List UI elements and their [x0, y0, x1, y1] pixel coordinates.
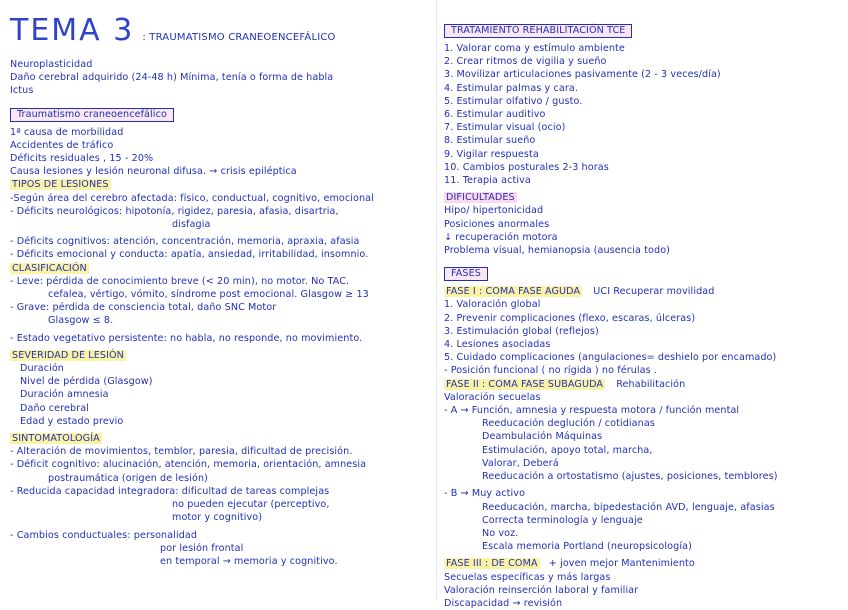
tipos-line: - Déficits cognitivos: atención, concentración, memoria, apraxia, afasia [10, 236, 360, 248]
fase2-line: - A → Función, amnesia y respuesta motora / función mental [444, 405, 740, 417]
tratamiento-line: 5. Estimular olfativo / gusto. [444, 95, 583, 107]
left-column [10, 0, 430, 568]
severidad-line: Nivel de pérdida (Glasgow) [20, 376, 153, 388]
fase2-line: Valorar, Deberá [482, 457, 559, 469]
fase2-line: Estimulación, apoyo total, marcha, [482, 444, 653, 456]
clasificacion-line: - Grave: pérdida de consciencia total, daño SNC Motor [10, 302, 277, 314]
fase2-heading: FASE II : COMA FASE SUBAGUDA [446, 378, 604, 390]
fase2-tail: Rehabilitación [616, 378, 686, 390]
tce-line: Accidentes de tráfico [10, 139, 114, 151]
fase2-line: Deambulación Máquinas [482, 431, 603, 443]
tratamiento-line: 9. Vigilar respuesta [444, 148, 539, 160]
tratamiento-line: 3. Movilizar articulaciones pasivamente (2 - 3 veces/día) [444, 69, 721, 81]
page-fold [436, 0, 437, 600]
sintomatologia-heading: SINTOMATOLOGÍA [12, 433, 100, 445]
sintomatologia-line: por lesión frontal [160, 542, 244, 554]
fase1-line: 5. Cuidado complicaciones (angulaciones= deshielo por encamado) [444, 352, 777, 364]
fase3-tail: + joven mejor Mantenimiento [548, 558, 695, 570]
tce-line: 1ª causa de morbilidad [10, 126, 124, 138]
intro-line: Neuroplasticidad [10, 59, 93, 70]
fase3-line: Valoración reinserción laboral y familiar [444, 584, 639, 596]
clasificacion-line: - Estado vegetativo persistente: no habla, no responde, no movimiento. [10, 332, 363, 344]
page-subtitle: : TRAUMATISMO CRANEOENCEFÁLICO [142, 32, 336, 43]
tratamiento-line: 11. Terapia activa [444, 175, 531, 187]
fase2-line: Reeducación a ortostatismo (ajustes, posiciones, temblores) [482, 471, 778, 483]
fase2-line: Valoración secuelas [444, 391, 541, 403]
severidad-line: Daño cerebral [20, 402, 89, 414]
tipos-line: - Déficits emocional y conducta: apatía, ansiedad, irritabilidad, insomnio. [10, 249, 369, 261]
fase3-heading: FASE III : DE COMA [446, 558, 538, 570]
clasificacion-line: - Leve: pérdida de conocimiento breve (< 20 min), no motor. No TAC. [10, 275, 350, 287]
fase2-line: No voz. [482, 527, 519, 539]
sintomatologia-line: - Déficit cognitivo: alucinación, atención, memoria, orientación, amnesia [10, 459, 367, 471]
severidad-line: Duración [20, 363, 64, 375]
fase2-line: Reeducación deglución / cotidianas [482, 418, 655, 430]
tce-section-box: Traumatismo craneoencefálico [10, 108, 174, 122]
tratamiento-section-box: TRATAMIENTO REHABILITACIÓN TCE [444, 24, 632, 38]
sintomatologia-line: no pueden ejecutar (perceptivo, [172, 499, 330, 511]
fase3-line: Discapacidad → revisión [444, 597, 563, 609]
fase2-line: - B → Muy activo [444, 488, 526, 500]
right-column [444, 0, 842, 610]
fase2-line: Correcta terminología y lenguaje [482, 514, 643, 526]
sintomatologia-line: - Alteración de movimientos, temblor, paresia, dificultad de precisión. [10, 446, 353, 458]
tratamiento-line: 10. Cambios posturales 2-3 horas [444, 161, 609, 173]
fase1-line: 3. Estimulación global (reflejos) [444, 325, 599, 337]
dificultades-line: ↓ recuperación motora [444, 231, 558, 243]
dificultades-line: Posiciones anormales [444, 218, 550, 230]
fase1-line: 4. Lesiones asociadas [444, 339, 551, 351]
tratamiento-line: 4. Estimular palmas y cara. [444, 82, 579, 94]
sintomatologia-line: - Reducida capacidad integradora: dificultad de tareas complejas [10, 485, 330, 497]
fase1-line: - Posición funcional ( no rígida ) no férulas . [444, 365, 658, 377]
tratamiento-line: 2. Crear ritmos de vigilia y sueño [444, 56, 607, 68]
fase2-line: Reeducación, marcha, bipedestación AVD, lenguaje, afasias [482, 501, 775, 513]
severidad-heading: SEVERIDAD DE LESIÓN [12, 349, 124, 361]
sintomatologia-line: - Cambios conductuales: personalidad [10, 529, 198, 541]
clasificacion-line: Glasgow ≤ 8. [48, 315, 114, 327]
clasificacion-heading: CLASIFICACIÓN [12, 262, 87, 274]
tipos-line: -Según área del cerebro afectada: físico, conductual, cognitivo, emocional [10, 192, 374, 204]
severidad-line: Duración amnesia [20, 389, 109, 401]
tipos-line: disfagia [172, 219, 211, 231]
intro-line: Daño cerebral adquirido (24-48 h) Mínima, tenía o forma de habla [10, 72, 334, 84]
sintomatologia-line: en temporal → memoria y cognitivo. [160, 555, 338, 567]
dificultades-line: Problema visual, hemianopsia (ausencia todo) [444, 245, 671, 257]
fase2-line: Escala memoria Portland (neuropsicología) [482, 541, 692, 553]
dificultades-line: Hipo/ hipertonicidad [444, 205, 544, 217]
tratamiento-line: 6. Estimular auditivo [444, 109, 546, 121]
tce-line: Déficits residuales , 15 - 20% [10, 153, 154, 165]
page-title: TEMA 3 [10, 13, 135, 48]
fase1-tail: UCI Recuperar movilidad [593, 286, 715, 298]
tipos-heading: TIPOS DE LESIONES [12, 179, 109, 191]
tratamiento-line: 7. Estimular visual (ocio) [444, 122, 566, 134]
clasificacion-line: cefalea, vértigo, vómito, síndrome post emocional. Glasgow ≥ 13 [48, 289, 369, 301]
severidad-line: Edad y estado previo [20, 415, 124, 427]
fase1-line: 1. Valoración global [444, 299, 541, 311]
fases-section-box: FASES [444, 267, 488, 281]
fase1-line: 2. Prevenir complicaciones (flexo, escaras, úlceras) [444, 312, 696, 324]
tratamiento-line: 8. Estimular sueño [444, 135, 536, 147]
tce-line: Causa lesiones y lesión neuronal difusa. → crisis epiléptica [10, 166, 297, 178]
tratamiento-line: 1. Valorar coma y estímulo ambiente [444, 43, 625, 54]
dificultades-heading: DIFICULTADES [446, 192, 515, 204]
fase3-line: Secuelas específicas y más largas [444, 571, 611, 583]
intro-line: Ictus [10, 85, 34, 97]
sintomatologia-line: postraumática (origen de lesión) [48, 472, 208, 484]
fase1-heading: FASE I : COMA FASE AGUDA [446, 286, 581, 298]
tipos-line: - Déficits neurológicos: hipotonía, rigidez, paresia, afasia, disartria, [10, 205, 339, 217]
sintomatologia-line: motor y cognitivo) [172, 512, 263, 524]
